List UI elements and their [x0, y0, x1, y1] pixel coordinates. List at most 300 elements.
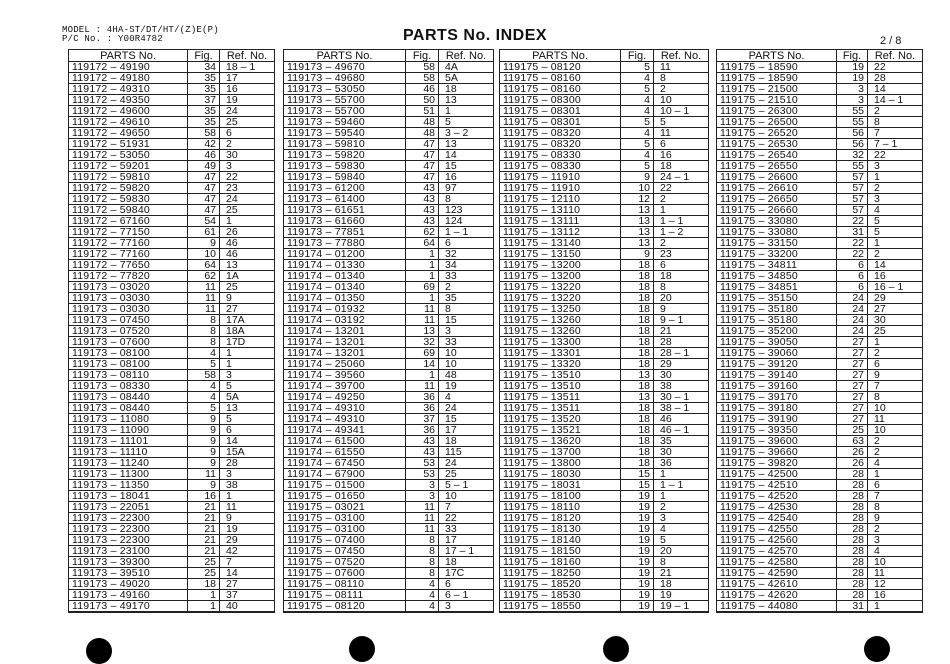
fig-cell: 57	[837, 205, 868, 216]
part-number-cell: 119173 – 22300	[69, 524, 188, 535]
fig-cell: 3	[837, 95, 868, 106]
part-number-cell: 119175 – 13800	[500, 458, 621, 469]
table-row	[284, 370, 494, 381]
ref-number-cell: 33	[439, 337, 494, 348]
ref-number-cell: 18	[654, 161, 709, 172]
fig-cell: 18	[621, 425, 654, 436]
table-row	[69, 458, 275, 469]
part-number-cell: 119173 – 49160	[69, 590, 188, 601]
fig-cell: 31	[837, 227, 868, 238]
fig-cell: 28	[837, 469, 868, 480]
table-row	[500, 293, 709, 304]
fig-cell: 19	[837, 73, 868, 84]
ref-number-cell: 38 – 1	[654, 403, 709, 414]
table-row	[69, 469, 275, 480]
fig-cell: 47	[406, 161, 439, 172]
table-row	[717, 480, 923, 491]
fig-cell: 35	[188, 106, 220, 117]
part-number-cell: 119174 – 49310	[284, 403, 406, 414]
fig-cell: 55	[837, 161, 868, 172]
part-number-cell: 119173 – 22300	[69, 513, 188, 524]
part-number-cell: 119175 – 08120	[500, 62, 621, 73]
table-row	[69, 84, 275, 95]
fig-cell: 47	[406, 172, 439, 183]
ref-number-cell: 5	[654, 535, 709, 546]
part-number-cell: 119175 – 42590	[717, 568, 837, 579]
part-number-cell: 119173 – 11080	[69, 414, 188, 425]
part-number-cell: 119175 – 13700	[500, 447, 621, 458]
fig-cell: 18	[621, 458, 654, 469]
part-number-cell: 119173 – 61200	[284, 183, 406, 194]
fig-cell: 43	[406, 183, 439, 194]
fig-cell: 25	[188, 568, 220, 579]
part-number-cell: 119175 – 07400	[284, 535, 406, 546]
column-header-parts-no: PARTS No.	[717, 50, 837, 62]
table-row	[69, 590, 275, 601]
ref-number-cell: 1	[654, 491, 709, 502]
ref-number-cell: 1	[654, 205, 709, 216]
part-number-cell: 119172 – 49310	[69, 84, 188, 95]
fig-cell: 27	[837, 381, 868, 392]
fig-cell: 15	[621, 480, 654, 491]
ref-number-cell: 25	[220, 205, 275, 216]
table-row	[717, 458, 923, 469]
ref-number-cell: 4	[868, 458, 923, 469]
part-number-cell: 119173 – 11110	[69, 447, 188, 458]
table-row	[284, 238, 494, 249]
table-row	[500, 370, 709, 381]
part-number-cell: 119175 – 13200	[500, 271, 621, 282]
fig-cell: 1	[406, 249, 439, 260]
part-number-cell: 119173 – 07600	[69, 337, 188, 348]
fig-cell: 9	[188, 436, 220, 447]
part-number-cell: 119174 – 61500	[284, 436, 406, 447]
part-number-cell: 119175 – 13110	[500, 205, 621, 216]
part-number-cell: 119175 – 01500	[284, 480, 406, 491]
part-number-cell: 119175 – 35150	[717, 293, 837, 304]
table-row	[717, 62, 923, 73]
table-row	[69, 359, 275, 370]
binder-punch-hole	[86, 638, 112, 664]
table-row	[500, 480, 709, 491]
fig-cell: 3	[406, 491, 439, 502]
part-number-cell: 119175 – 42550	[717, 524, 837, 535]
fig-cell: 18	[621, 260, 654, 271]
fig-cell: 35	[188, 73, 220, 84]
part-number-cell: 119173 – 03020	[69, 282, 188, 293]
part-number-cell: 119173 – 08440	[69, 392, 188, 403]
table-row	[500, 491, 709, 502]
part-number-cell: 119175 – 33200	[717, 249, 837, 260]
fig-cell: 4	[621, 73, 654, 84]
table-row	[717, 315, 923, 326]
part-number-cell: 119175 – 03021	[284, 502, 406, 513]
ref-number-cell: 14	[220, 568, 275, 579]
part-number-cell: 119175 – 03100	[284, 513, 406, 524]
part-number-cell: 119175 – 18550	[500, 601, 621, 613]
part-number-cell: 119175 – 18140	[500, 535, 621, 546]
fig-cell: 18	[621, 271, 654, 282]
table-row	[284, 425, 494, 436]
fig-cell: 8	[188, 337, 220, 348]
fig-cell: 25	[837, 425, 868, 436]
fig-cell: 11	[406, 524, 439, 535]
fig-cell: 35	[188, 117, 220, 128]
part-number-cell: 119175 – 13112	[500, 227, 621, 238]
ref-number-cell: 2	[220, 139, 275, 150]
table-row	[500, 392, 709, 403]
table-row	[69, 348, 275, 359]
part-number-cell: 119175 – 26550	[717, 161, 837, 172]
ref-number-cell: 32	[439, 249, 494, 260]
ref-number-cell: 1	[868, 469, 923, 480]
fig-cell: 50	[406, 95, 439, 106]
fig-cell: 11	[188, 469, 220, 480]
ref-number-cell: 46	[220, 238, 275, 249]
ref-number-cell: 4	[654, 524, 709, 535]
ref-number-cell: 14	[439, 150, 494, 161]
part-number-cell: 119175 – 21500	[717, 84, 837, 95]
ref-number-cell: 22	[868, 62, 923, 73]
ref-number-cell: 38	[654, 381, 709, 392]
part-number-cell: 119175 – 18150	[500, 546, 621, 557]
table-row	[500, 337, 709, 348]
fig-cell: 4	[406, 579, 439, 590]
fig-cell: 4	[621, 95, 654, 106]
table-row	[717, 139, 923, 150]
fig-cell: 4	[621, 150, 654, 161]
part-number-cell: 119173 – 22300	[69, 535, 188, 546]
ref-number-cell: 2	[868, 436, 923, 447]
fig-cell: 58	[406, 73, 439, 84]
part-number-cell: 119172 – 59820	[69, 183, 188, 194]
table-row	[717, 238, 923, 249]
ref-number-cell: 1	[220, 348, 275, 359]
fig-cell: 11	[406, 381, 439, 392]
part-number-cell: 119172 – 77820	[69, 271, 188, 282]
ref-number-cell: 16	[439, 172, 494, 183]
part-number-cell: 119173 – 03030	[69, 293, 188, 304]
table-row	[717, 601, 923, 613]
table-row	[717, 172, 923, 183]
table-row	[500, 216, 709, 227]
ref-number-cell: 19	[654, 590, 709, 601]
table-row	[717, 447, 923, 458]
part-number-cell: 119175 – 42580	[717, 557, 837, 568]
ref-number-cell: 35	[654, 436, 709, 447]
fig-cell: 47	[188, 183, 220, 194]
ref-number-cell: 15	[439, 315, 494, 326]
table-row	[500, 524, 709, 535]
ref-number-cell: 2	[868, 524, 923, 535]
ref-number-cell: 3	[439, 326, 494, 337]
table-row	[69, 315, 275, 326]
fig-cell: 16	[188, 491, 220, 502]
part-number-cell: 119175 – 26530	[717, 139, 837, 150]
table-row	[69, 194, 275, 205]
part-number-cell: 119175 – 26650	[717, 194, 837, 205]
fig-cell: 25	[188, 557, 220, 568]
ref-number-cell: 29	[654, 359, 709, 370]
table-row	[69, 326, 275, 337]
fig-cell: 18	[621, 282, 654, 293]
fig-cell: 64	[188, 260, 220, 271]
fig-cell: 13	[621, 370, 654, 381]
fig-cell: 4	[188, 381, 220, 392]
table-row	[284, 524, 494, 535]
fig-cell: 19	[621, 491, 654, 502]
fig-cell: 43	[406, 436, 439, 447]
table-row	[284, 458, 494, 469]
ref-number-cell: 17 – 1	[439, 546, 494, 557]
fig-cell: 19	[621, 590, 654, 601]
ref-number-cell: 5A	[439, 73, 494, 84]
part-number-cell: 119174 – 13201	[284, 337, 406, 348]
binder-punch-hole	[864, 636, 890, 662]
table-row	[69, 337, 275, 348]
ref-number-cell: 2	[439, 282, 494, 293]
table-row	[284, 95, 494, 106]
fig-cell: 35	[188, 84, 220, 95]
part-number-cell: 119172 – 49180	[69, 73, 188, 84]
fig-cell: 55	[837, 117, 868, 128]
part-number-cell: 119175 – 18590	[717, 73, 837, 84]
ref-number-cell: 19	[220, 524, 275, 535]
part-number-cell: 119175 – 13510	[500, 381, 621, 392]
ref-number-cell: 17	[439, 535, 494, 546]
ref-number-cell: 16 – 1	[868, 282, 923, 293]
table-row	[69, 502, 275, 513]
part-number-cell: 119175 – 18030	[500, 469, 621, 480]
ref-number-cell: 6	[220, 128, 275, 139]
part-number-cell: 119175 – 42510	[717, 480, 837, 491]
fig-cell: 19	[621, 513, 654, 524]
table-row	[717, 359, 923, 370]
fig-cell: 13	[621, 392, 654, 403]
part-number-cell: 119175 – 13111	[500, 216, 621, 227]
table-row	[284, 216, 494, 227]
table-row	[717, 205, 923, 216]
ref-number-cell: 8	[868, 502, 923, 513]
ref-number-cell: 6	[868, 480, 923, 491]
ref-number-cell: 28	[868, 73, 923, 84]
part-number-cell: 119174 – 25060	[284, 359, 406, 370]
ref-number-cell: 10	[439, 491, 494, 502]
ref-number-cell: 5	[220, 414, 275, 425]
ref-number-cell: 22	[439, 513, 494, 524]
part-number-cell: 119173 – 49020	[69, 579, 188, 590]
part-number-cell: 119173 – 18041	[69, 491, 188, 502]
part-number-cell: 119174 – 01330	[284, 260, 406, 271]
ref-number-cell: 14	[220, 436, 275, 447]
pc-number-line: P/C No. : Y00R4782	[62, 34, 163, 44]
part-number-cell: 119175 – 44080	[717, 601, 837, 613]
ref-number-cell: 1	[868, 238, 923, 249]
part-number-cell: 119175 – 07520	[284, 557, 406, 568]
ref-number-cell: 8	[868, 117, 923, 128]
part-number-cell: 119173 – 07520	[69, 326, 188, 337]
fig-cell: 15	[621, 469, 654, 480]
ref-number-cell: 5	[868, 216, 923, 227]
fig-cell: 43	[406, 194, 439, 205]
table-row	[284, 183, 494, 194]
fig-cell: 24	[837, 326, 868, 337]
ref-number-cell: 10	[868, 425, 923, 436]
table-row	[69, 216, 275, 227]
fig-cell: 19	[621, 579, 654, 590]
fig-cell: 21	[188, 502, 220, 513]
table-row	[500, 557, 709, 568]
table-row	[284, 172, 494, 183]
part-number-cell: 119175 – 39190	[717, 414, 837, 425]
part-number-cell: 119172 – 49600	[69, 106, 188, 117]
column-header-ref-no: Ref. No.	[220, 50, 275, 62]
table-row	[500, 205, 709, 216]
ref-number-cell: 13	[220, 403, 275, 414]
fig-cell: 34	[188, 62, 220, 73]
table-row	[284, 315, 494, 326]
fig-cell: 42	[188, 139, 220, 150]
ref-number-cell: 3	[220, 469, 275, 480]
part-number-cell: 119175 – 35180	[717, 315, 837, 326]
table-row	[284, 260, 494, 271]
ref-number-cell: 29	[868, 293, 923, 304]
table-row	[717, 326, 923, 337]
part-number-cell: 119175 – 18520	[500, 579, 621, 590]
ref-number-cell: 3	[220, 370, 275, 381]
table-row	[717, 524, 923, 535]
part-number-cell: 119172 – 77150	[69, 227, 188, 238]
fig-cell: 19	[621, 502, 654, 513]
table-row	[69, 436, 275, 447]
ref-number-cell: 16	[220, 84, 275, 95]
fig-cell: 43	[406, 205, 439, 216]
ref-number-cell: 124	[439, 216, 494, 227]
table-row	[500, 183, 709, 194]
part-number-cell: 119173 – 49670	[284, 62, 406, 73]
fig-cell: 24	[837, 293, 868, 304]
table-row	[717, 73, 923, 84]
part-number-cell: 119172 – 59810	[69, 172, 188, 183]
table-row	[717, 436, 923, 447]
part-number-cell: 119172 – 59840	[69, 205, 188, 216]
fig-cell: 69	[406, 282, 439, 293]
table-row	[717, 271, 923, 282]
part-number-cell: 119172 – 67160	[69, 216, 188, 227]
table-row	[717, 568, 923, 579]
table-row	[500, 315, 709, 326]
table-row	[284, 128, 494, 139]
part-number-cell: 119175 – 13510	[500, 370, 621, 381]
ref-number-cell: 4A	[439, 62, 494, 73]
ref-number-cell: 1A	[220, 271, 275, 282]
part-number-cell: 119173 – 59840	[284, 172, 406, 183]
part-number-cell: 119175 – 01650	[284, 491, 406, 502]
fig-cell: 58	[188, 370, 220, 381]
ref-number-cell: 2	[868, 183, 923, 194]
ref-number-cell: 30	[220, 150, 275, 161]
ref-number-cell: 21	[654, 568, 709, 579]
fig-cell: 4	[406, 590, 439, 601]
ref-number-cell: 15	[439, 414, 494, 425]
fig-cell: 9	[188, 480, 220, 491]
table-row	[500, 403, 709, 414]
fig-cell: 18	[621, 304, 654, 315]
table-row	[284, 469, 494, 480]
ref-number-cell: 5	[868, 227, 923, 238]
table-row	[284, 359, 494, 370]
table-row	[284, 414, 494, 425]
ref-number-cell: 4	[439, 392, 494, 403]
part-number-cell: 119172 – 49610	[69, 117, 188, 128]
part-number-cell: 119174 – 01932	[284, 304, 406, 315]
table-row	[500, 601, 709, 613]
ref-number-cell: 8	[868, 392, 923, 403]
fig-cell: 12	[621, 194, 654, 205]
column-header-fig: Fig.	[188, 50, 220, 62]
fig-cell: 24	[837, 315, 868, 326]
ref-number-cell: 36	[654, 458, 709, 469]
fig-cell: 64	[406, 238, 439, 249]
table-row	[717, 469, 923, 480]
ref-number-cell: 1 – 1	[439, 227, 494, 238]
ref-number-cell: 1	[220, 216, 275, 227]
fig-cell: 27	[837, 403, 868, 414]
fig-cell: 19	[837, 62, 868, 73]
table-row	[284, 139, 494, 150]
fig-cell: 48	[406, 128, 439, 139]
part-number-cell: 119174 – 67900	[284, 469, 406, 480]
ref-number-cell: 24	[220, 194, 275, 205]
ref-number-cell: 15A	[220, 447, 275, 458]
part-number-cell: 119175 – 13511	[500, 403, 621, 414]
ref-number-cell: 9 – 1	[654, 315, 709, 326]
part-number-cell: 119173 – 11350	[69, 480, 188, 491]
fig-cell: 6	[837, 260, 868, 271]
part-number-cell: 119175 – 08330	[500, 161, 621, 172]
fig-cell: 11	[406, 502, 439, 513]
fig-cell: 19	[621, 535, 654, 546]
ref-number-cell: 14 – 1	[868, 95, 923, 106]
part-number-cell: 119173 – 11240	[69, 458, 188, 469]
part-number-cell: 119175 – 13250	[500, 304, 621, 315]
table-row	[284, 590, 494, 601]
part-number-cell: 119175 – 34811	[717, 260, 837, 271]
table-row	[717, 183, 923, 194]
ref-number-cell: 2	[868, 348, 923, 359]
fig-cell: 18	[621, 359, 654, 370]
part-number-cell: 119175 – 26610	[717, 183, 837, 194]
part-number-cell: 119174 – 13201	[284, 348, 406, 359]
fig-cell: 10	[621, 183, 654, 194]
fig-cell: 11	[188, 304, 220, 315]
part-number-cell: 119172 – 77650	[69, 260, 188, 271]
part-number-cell: 119175 – 18130	[500, 524, 621, 535]
part-number-cell: 119173 – 22051	[69, 502, 188, 513]
part-number-cell: 119175 – 08160	[500, 84, 621, 95]
ref-number-cell: 6 – 1	[439, 590, 494, 601]
part-number-cell: 119175 – 08301	[500, 106, 621, 117]
table-row	[717, 260, 923, 271]
table-row	[69, 480, 275, 491]
table-row	[500, 469, 709, 480]
table-row	[284, 348, 494, 359]
table-row	[284, 304, 494, 315]
ref-number-cell: 28	[220, 458, 275, 469]
ref-number-cell: 27	[868, 304, 923, 315]
fig-cell: 18	[621, 348, 654, 359]
part-number-cell: 119173 – 08110	[69, 370, 188, 381]
